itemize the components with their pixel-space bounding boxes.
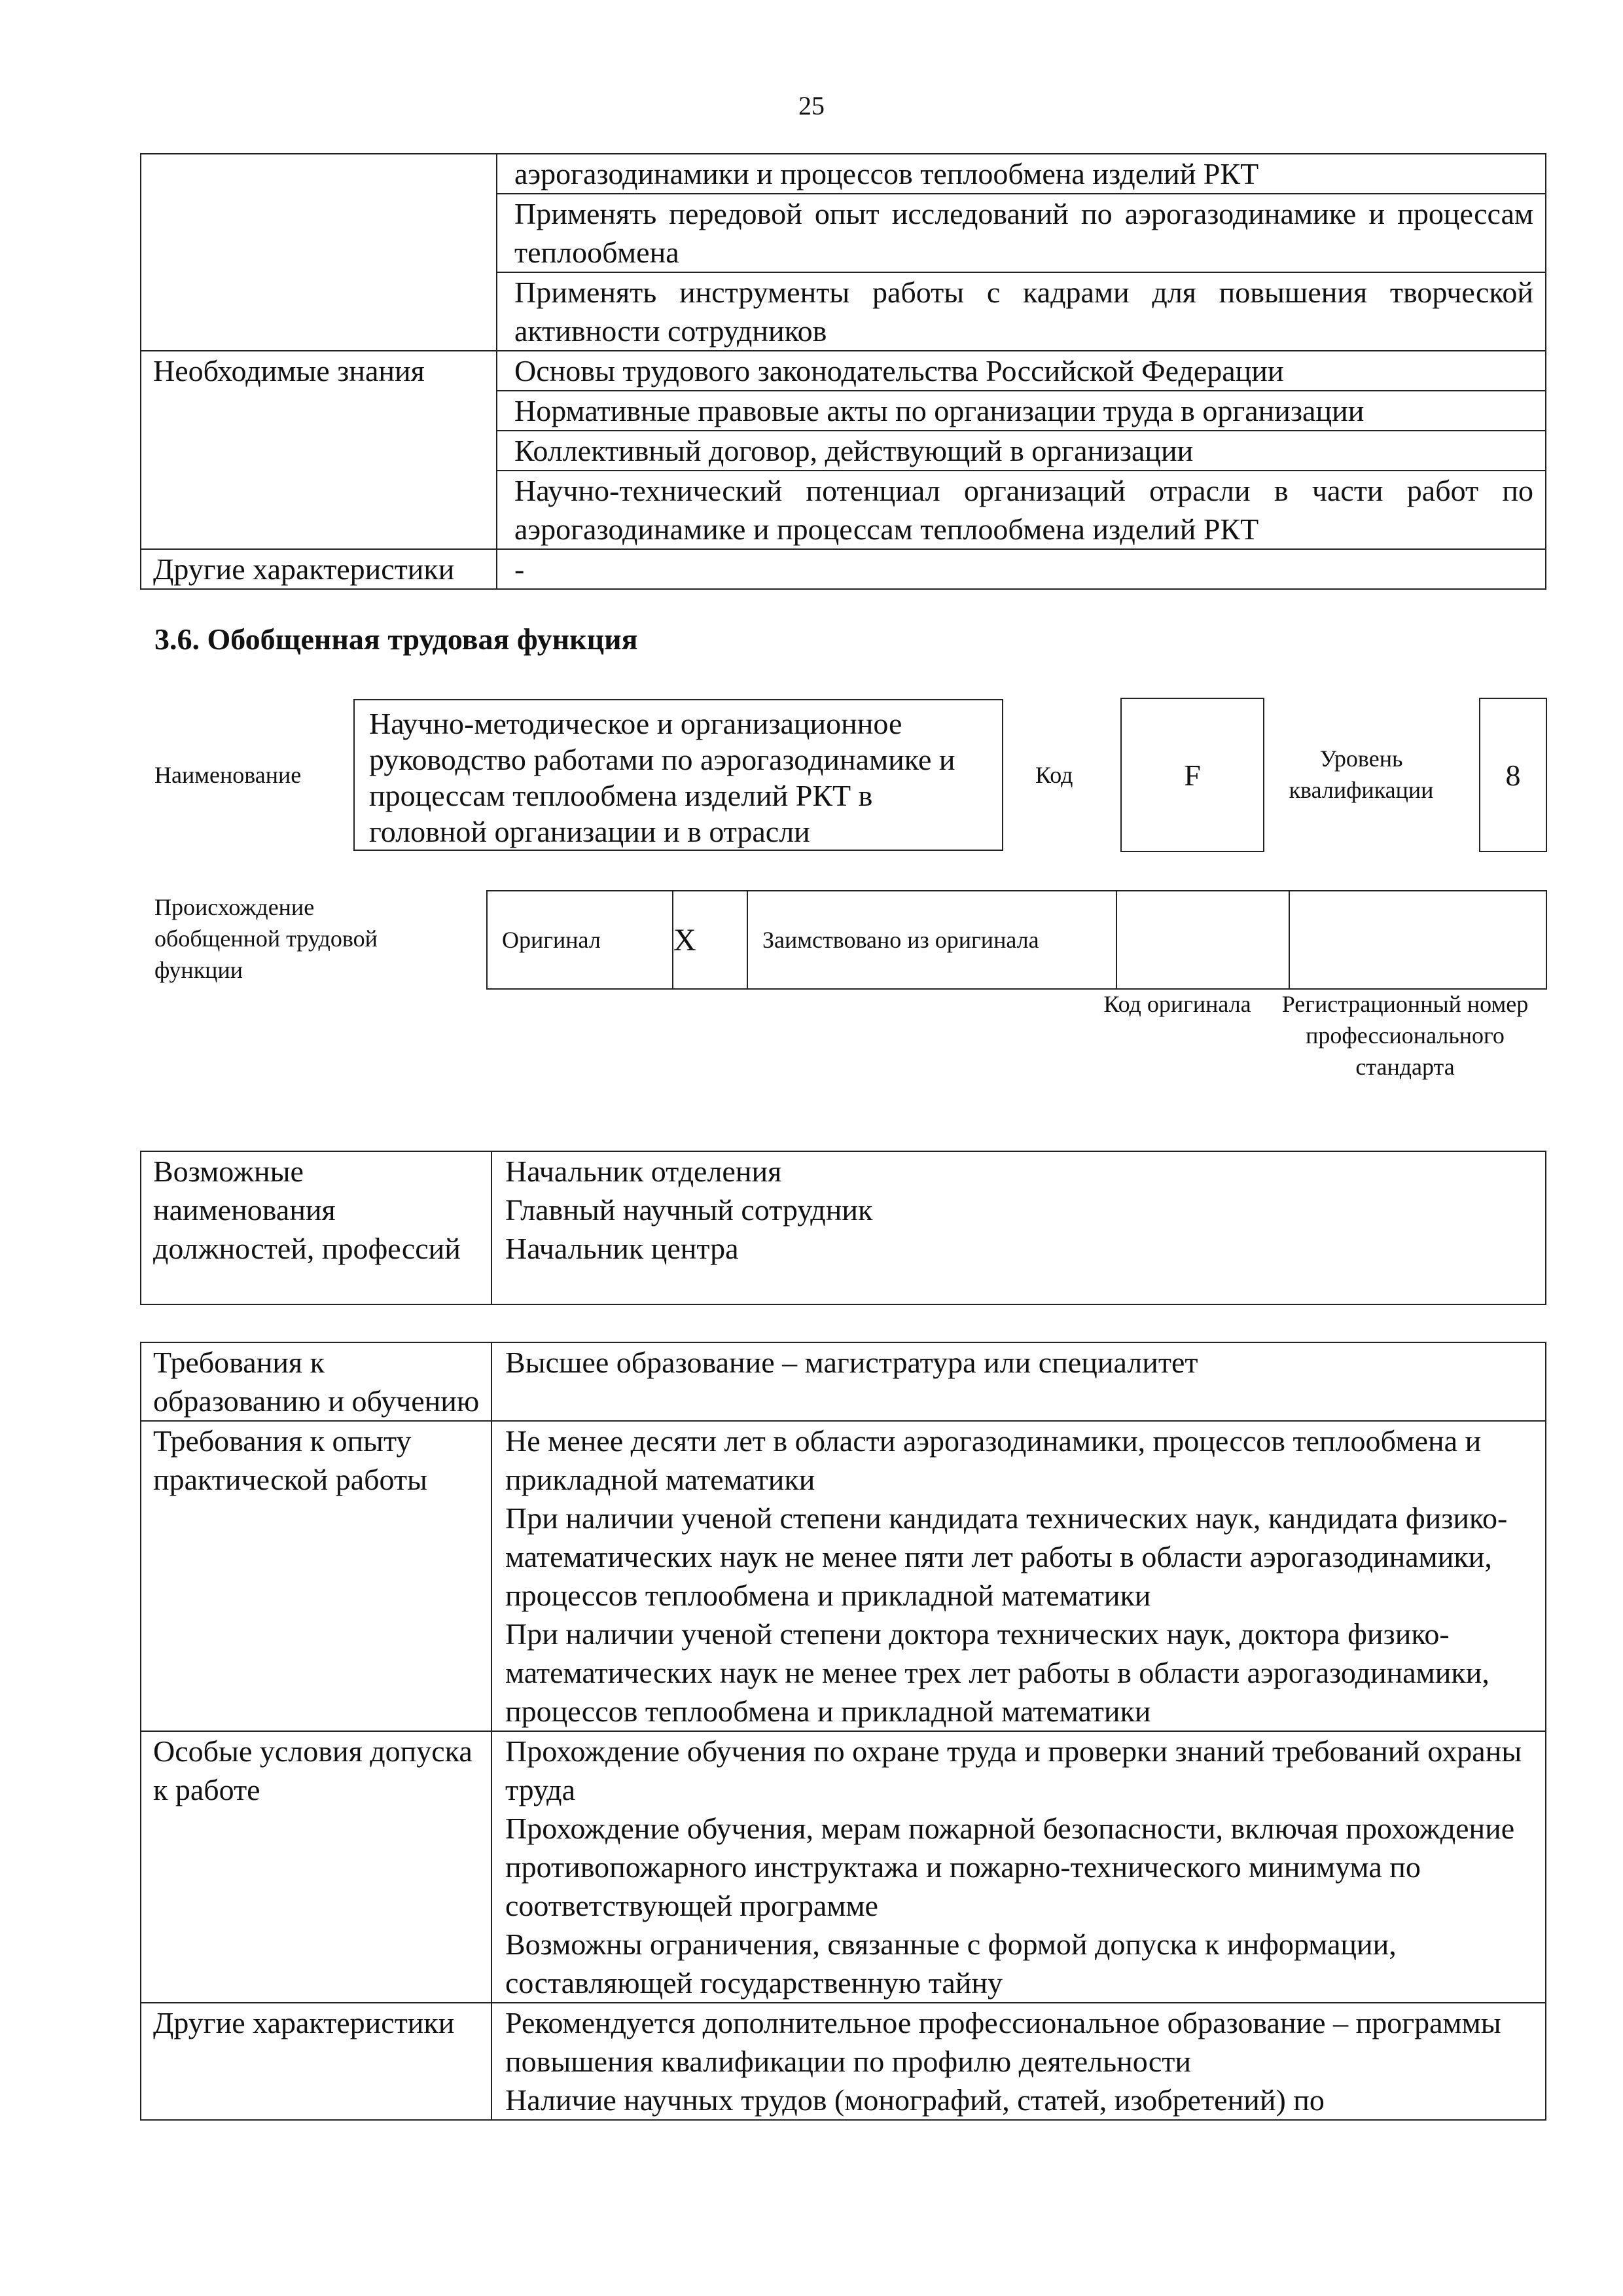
row-label-cell	[141, 154, 497, 351]
table-row	[141, 1342, 1546, 1421]
skills-knowledge-table	[140, 153, 1546, 590]
code-value-box: F	[1120, 698, 1264, 852]
table-row	[141, 1421, 1546, 1731]
admission-value-cell: Прохождение обучения по охране труда и проверки знаний требований охраны труда Прохождение обучения, мерам пожарной безопасности, включая прохождение противопожарного инструктажа и пожарно-технического минимума по соответствующей программе Возможны ограничения, связанные с формой допуска к информации, составляющей государственную тайну	[491, 1731, 1546, 2003]
code-label: Код	[1035, 762, 1073, 788]
table-cell: Коллективный договор, действующий в организации	[497, 431, 1546, 471]
level-value-box: 8	[1479, 698, 1547, 852]
table-row	[141, 2003, 1546, 2120]
other-label-cell: Другие характеристики	[141, 549, 497, 589]
positions-label-cell: Возможные наименования должностей, профессий	[141, 1151, 491, 1304]
original-code-caption: Код оригинала	[1103, 991, 1251, 1017]
table-row	[141, 1731, 1546, 2003]
table-cell: Применять передовой опыт исследований по аэрогазодинамике и процессам теплообмена	[497, 194, 1546, 272]
original-cell: Оригинал	[487, 891, 673, 989]
education-label-cell: Требования к образованию и обучению	[141, 1342, 491, 1421]
other-characteristics-value-cell: Рекомендуется дополнительное профессиональное образование – программы повышения квалификации по профилю деятельности Наличие научных трудов (монографий, статей, изобретений) по	[491, 2003, 1546, 2120]
table-cell: Нормативные правовые акты по организации труда в организации	[497, 391, 1546, 431]
table-cell: аэрогазодинамики и процессов теплообмена изделий РКТ	[497, 154, 1546, 194]
experience-label-cell: Требования к опыту практической работы	[141, 1421, 491, 1731]
borrowed-cell: Заимствовано из оригинала	[747, 891, 1116, 989]
table-cell: Основы трудового законодательства Российской Федерации	[497, 351, 1546, 391]
origin-label: Происхождение обобщенной трудовой функции	[154, 894, 378, 983]
table-cell: -	[497, 549, 1546, 589]
table-row	[141, 154, 1546, 194]
table-cell: Применять инструменты работы с кадрами для повышения творческой активности сотрудников	[497, 272, 1546, 351]
other-characteristics-label-cell: Другие характеристики	[141, 2003, 491, 2120]
name-value-box: Научно-методическое и организационное руководство работами по аэрогазодинамике и процессам теплообмена изделий РКТ в головной организации и в отрасли	[353, 699, 1003, 851]
table-cell: Научно-технический потенциал организаций отрасли в части работ по аэрогазодинамике и процессам теплообмена изделий РКТ	[497, 471, 1546, 549]
position-item: Начальник центра	[505, 1232, 739, 1265]
original-mark-cell: X	[673, 891, 747, 989]
education-value-cell: Высшее образование – магистратура или специалитет	[491, 1342, 1546, 1421]
knowledge-label-cell: Необходимые знания	[141, 351, 497, 549]
positions-value-cell	[491, 1151, 1546, 1304]
section-title: 3.6. Обобщенная трудовая функция	[154, 622, 638, 656]
experience-value-cell: Не менее десяти лет в области аэрогазодинамики, процессов теплообмена и прикладной математики При наличии ученой степени кандидата технических наук, кандидата физико-математических наук не менее пяти лет работы в области аэрогазодинамики, процессов теплообмена и прикладной математики При наличии ученой степени доктора технических наук, доктора физико-математических наук не менее трех лет работы в области аэрогазодинамики, процессов теплообмена и прикладной математики	[491, 1421, 1546, 1731]
admission-label-cell: Особые условия допуска к работе	[141, 1731, 491, 2003]
name-label: Наименование	[154, 762, 302, 788]
original-code-cell	[1116, 891, 1289, 989]
reg-number-cell	[1289, 891, 1546, 989]
requirements-table	[140, 1342, 1546, 2121]
positions-table	[140, 1151, 1546, 1305]
table-row	[141, 351, 1546, 391]
origin-table	[486, 890, 1547, 990]
table-row	[141, 1151, 1546, 1304]
position-item: Главный научный сотрудник	[505, 1193, 873, 1227]
reg-number-caption: Регистрационный номер профессионального стандарта	[1281, 991, 1529, 1080]
page-number: 25	[798, 91, 825, 120]
level-label: Уровень квалификации	[1289, 745, 1434, 803]
position-item: Начальник отделения	[505, 1155, 782, 1188]
table-row	[487, 891, 1546, 989]
table-row	[141, 549, 1546, 589]
